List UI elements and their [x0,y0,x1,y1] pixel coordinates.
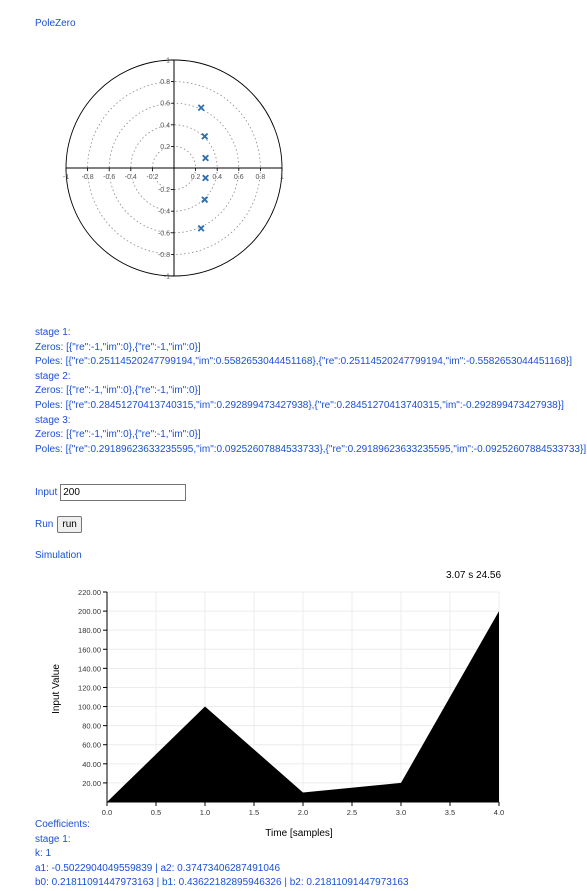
y-tick-label: -0.4 [157,208,170,216]
y-tick-label: 140.00 [78,664,101,674]
stage-line: stage 3: [35,414,71,426]
y-tick-label: 0.8 [160,79,170,87]
x-tick-label: 2.5 [346,808,358,817]
stage-line: stage 2: [35,370,71,382]
x-tick-label: -0.8 [81,174,94,181]
stage-line: Poles: [{"re":0.28451270413740315,"im":0.292899473427938},{"re":0.28451270413740315,"im":-0.292899473427938}] [35,399,564,411]
y-tick-label: 60.00 [82,740,101,750]
y-tick-label: -1 [163,273,170,281]
pole-marker [202,197,208,203]
polezero-title: PoleZero [35,18,76,29]
x-tick-label: 1 [280,174,284,181]
y-tick-label: 80.00 [82,721,101,731]
x-tick-label: 0.8 [255,174,266,181]
x-tick-label: 3.5 [444,808,456,817]
x-tick-label: -0.6 [103,174,116,181]
y-tick-label: 220.00 [78,588,101,597]
x-tick-label: -0.2 [146,174,159,181]
x-tick-label: 0.6 [233,174,244,181]
stage-line: Poles: [{"re":0.29189623633235595,"im":0.09252607884533733},{"re":0.29189623633235595,"im":-0.09252607884533733}] [35,443,587,455]
x-tick-label: -0.4 [124,174,137,181]
y-tick-label: 180.00 [78,626,101,636]
y-tick-label: 40.00 [82,759,101,769]
pole-zero-plot [52,46,297,291]
input-field[interactable] [60,484,186,501]
coefficient-line: k: 1 [35,848,52,860]
y-tick-label: 160.00 [78,645,101,655]
y-tick-label: 0.6 [160,100,170,108]
y-tick-label: 0.2 [160,143,170,151]
y-tick-label: 200.00 [78,607,101,617]
y-tick-label: 120.00 [78,683,101,693]
pole-marker [198,225,204,231]
y-tick-label: -0.2 [157,187,170,195]
simulation-title: Simulation [35,550,82,561]
stages-info [35,326,586,457]
y-axis-label: Input Value [51,664,62,714]
stage-line: stage 1: [35,327,71,338]
x-tick-label: -1 [62,174,70,181]
x-tick-label: 0.2 [190,174,201,181]
x-tick-label: 0.0 [101,808,113,817]
y-tick-label: 1 [166,57,170,65]
pole-marker [203,155,209,161]
coefficient-line: stage 1: [35,833,71,845]
x-tick-label: 0.4 [212,174,223,181]
coefficients-info [35,818,409,891]
y-tick-label: 100.00 [78,702,101,712]
pole-marker [203,175,209,181]
pole-marker [202,134,208,140]
simulation-readout: 3.07 s 24.56 [446,570,502,581]
x-axis-label: Time [samples] [265,828,333,839]
coefficient-line: b0: 0.21811091447973163 | b1: 0.43622182895946326 | b2: 0.21811091447973163 [35,877,409,889]
coefficient-line: a1: -0.5022904049559839 | a2: 0.37473406287491046 [35,862,281,874]
input-label: Input [35,487,58,498]
x-tick-label: 0.5 [150,808,162,817]
input-row [35,484,186,501]
stage-line: Poles: [{"re":0.25114520247799194,"im":0.5582653044451168},{"re":0.25114520247799194,"im":-0.5582653044451168}] [35,356,573,368]
coefficient-line: Coefficients: [35,819,90,830]
x-tick-label: 4.0 [493,808,505,817]
stage-line: Zeros: [{"re":-1,"im":0},{"re":-1,"im":0}] [35,341,201,353]
simulation-chart [40,580,510,845]
stage-line: Zeros: [{"re":-1,"im":0},{"re":-1,"im":0}] [35,429,201,441]
x-tick-label: 1.0 [199,808,211,817]
y-tick-label: -0.8 [157,251,170,259]
stage-line: Zeros: [{"re":-1,"im":0},{"re":-1,"im":0}] [35,385,201,397]
y-tick-label: -0.6 [157,230,170,238]
y-tick-label: 0.4 [160,122,170,130]
x-tick-label: 1.5 [248,808,260,817]
x-tick-label: 3.0 [395,808,407,817]
y-tick-label: 20.00 [82,778,101,788]
x-tick-label: 2.0 [297,808,309,817]
run-row [35,516,82,533]
pole-marker [198,105,204,111]
run-button[interactable]: run [57,516,81,533]
run-label: Run [35,519,54,530]
